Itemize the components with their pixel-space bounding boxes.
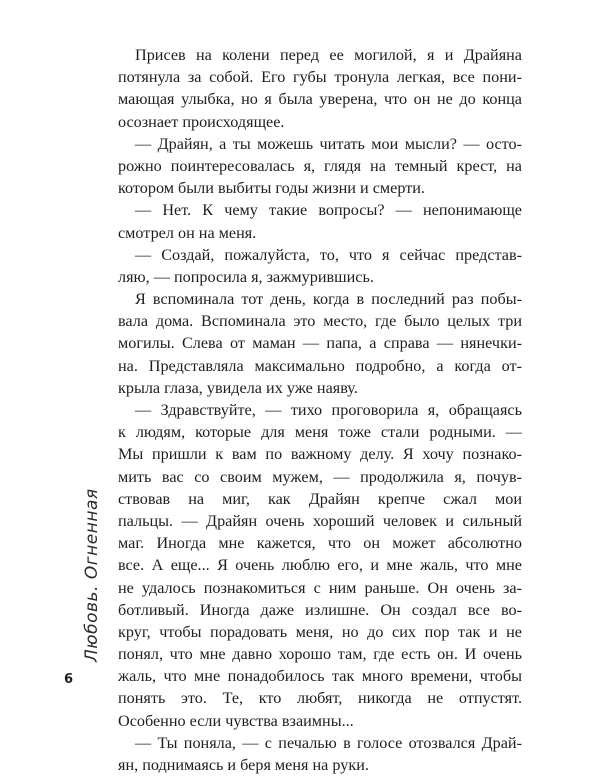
text-line: Мы пришли к вам по важному делу. Я хочу познако- — [118, 445, 522, 464]
text-line: мающая улыбка, но я была уверена, что он не до конца — [118, 90, 522, 109]
text-line: могилы. Слева от маман — папа, а справа — нянечки- — [118, 334, 522, 353]
text-line: на. Представляла максимально подробно, а когда от- — [118, 356, 522, 375]
text-line: ствовав на миг, как Драйян крепче сжал мои — [118, 489, 522, 508]
page-number: 6 — [64, 672, 74, 687]
text-line: — Нет. К чему такие вопросы? — непонимающе — [135, 201, 522, 220]
text-line: круг, чтобы порадовать меня, но до сих пор так и не — [118, 622, 522, 641]
text-line: — Создай, пожалуйста, то, что я сейчас представ- — [135, 245, 522, 264]
text-line: ян, поднимаясь и беря меня на руки. — [118, 756, 369, 774]
text-line: к людям, которые для меня тоже стали родными. — — [118, 423, 522, 442]
text-line: пальцы. — Драйян очень хороший человек и сильный — [118, 511, 522, 530]
text-line: смотрел он на меня. — [118, 223, 257, 242]
text-line: Я вспоминала тот день, когда в последний раз побы- — [135, 290, 522, 309]
text-line: Особенно если чувства взаимны... — [118, 711, 354, 730]
running-title: Любовь. Огненная — [82, 488, 102, 662]
text-line: все. А еще... Я очень люблю его, и мне жаль, что мне — [118, 556, 522, 575]
text-line: потянула за собой. Его губы тронула легкая, все пони- — [118, 68, 522, 87]
text-line: мить вас со своим мужем, — продолжила я, почув- — [118, 467, 522, 486]
text-line: вала дома. Вспоминала это место, где было целых три — [118, 312, 522, 331]
text-line: маг. Иногда мне кажется, что он может абсолютно — [118, 534, 522, 553]
text-line: понял, что мне давно хорошо там, где есть он. И очень — [118, 645, 522, 664]
text-line: ляю, — попросила я, зажмурившись. — [118, 267, 374, 286]
text-line: — Здравствуйте, — тихо проговорила я, обращаясь — [135, 401, 522, 419]
text-line: не удалось познакомиться с ним раньше. Он очень за- — [118, 578, 522, 597]
text-line: понять это. Те, кто любят, никогда не отпустят. — [118, 689, 522, 708]
text-line: крыла глаза, увидела их уже наяву. — [118, 378, 358, 397]
text-line: рожно поинтересовалась я, глядя на темный крест, на — [118, 156, 522, 175]
text-line: жаль, что мне понадобилось так много времени, чтобы — [118, 667, 522, 686]
text-line: котором были выбиты годы жизни и смерти. — [118, 179, 425, 198]
text-line: Присев на колени перед ее могилой, я и Драйяна — [135, 46, 522, 64]
text-line: — Ты поняла, — с печалью в голосе отозвался Драй- — [135, 733, 522, 752]
text-line: осознает происходящее. — [118, 112, 285, 131]
text-line: ботливый. Иногда даже излишне. Он создал все во- — [118, 600, 522, 619]
text-line: — Драйян, а ты можешь читать мои мысли? — осто- — [135, 134, 522, 153]
body-text — [118, 44, 522, 776]
